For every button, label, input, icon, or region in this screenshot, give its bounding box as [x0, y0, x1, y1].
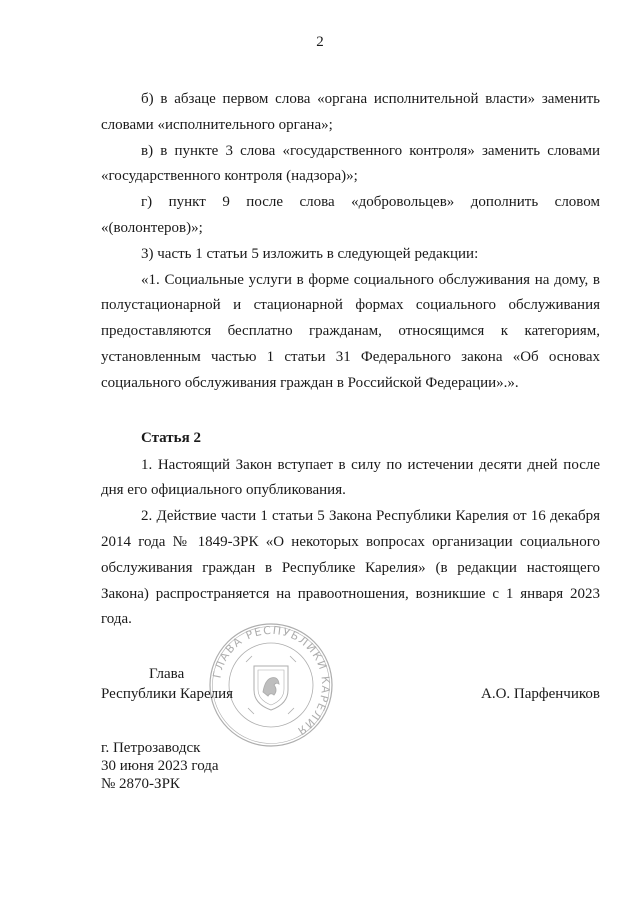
signature-region: Республики Карелия	[101, 686, 234, 702]
paragraph-quote: «1. Социальные услуги в форме социального обслуживания на дому, в полустационарной и стационарной формах социального обслуживания предоставляются бесплатно гражданам, относящимся к категориям, установленным частью 1 статьи 31 Федерального закона «Об основах социального обслуживания граждан в Российской Федерации».».	[101, 271, 600, 391]
paragraph-v: в) в пункте 3 слова «государственного контроля» заменить словами «государственного контроля (надзора)»;	[101, 142, 600, 185]
paragraph-g: г) пункт 9 после слова «добровольцев» дополнить словом «(волонтеров)»;	[101, 194, 600, 236]
article-2-paragraph-1: 1. Настоящий Закон вступает в силу по истечении десяти дней после дня его официального опубликования.	[101, 456, 600, 499]
place-city: г. Петрозаводск	[101, 740, 201, 756]
page-number: 2	[316, 34, 324, 50]
signature-block	[101, 664, 600, 714]
place-date: 30 июня 2023 года	[101, 758, 219, 774]
law-number: № 2870-ЗРК	[101, 776, 180, 792]
seal-text: ГЛАВА РЕСПУБЛИКИ КАРЕЛИЯ	[210, 623, 333, 739]
article-2-heading: Статья 2	[141, 429, 201, 446]
paragraph-3: 3) часть 1 статьи 5 изложить в следующей редакции:	[141, 245, 479, 262]
paragraph-b: б) в абзаце первом слова «органа исполнительной власти» заменить словами «исполнительного органа»;	[101, 91, 600, 133]
article-2-paragraph-2: 2. Действие части 1 статьи 5 Закона Республики Карелия от 16 декабря 2014 года № 1849-ЗРК «О некоторых вопросах организации социального обслуживания граждан в Республике Карелия» (в редакции настоящего Закона) распространяется на правоотношения, возникшие с 1 января 2023 года.	[101, 508, 600, 628]
document-body	[101, 87, 600, 633]
signatory-name: А.О. Парфенчиков	[481, 686, 600, 702]
place-date-block	[101, 739, 219, 793]
signature-title: Глава	[149, 666, 185, 682]
